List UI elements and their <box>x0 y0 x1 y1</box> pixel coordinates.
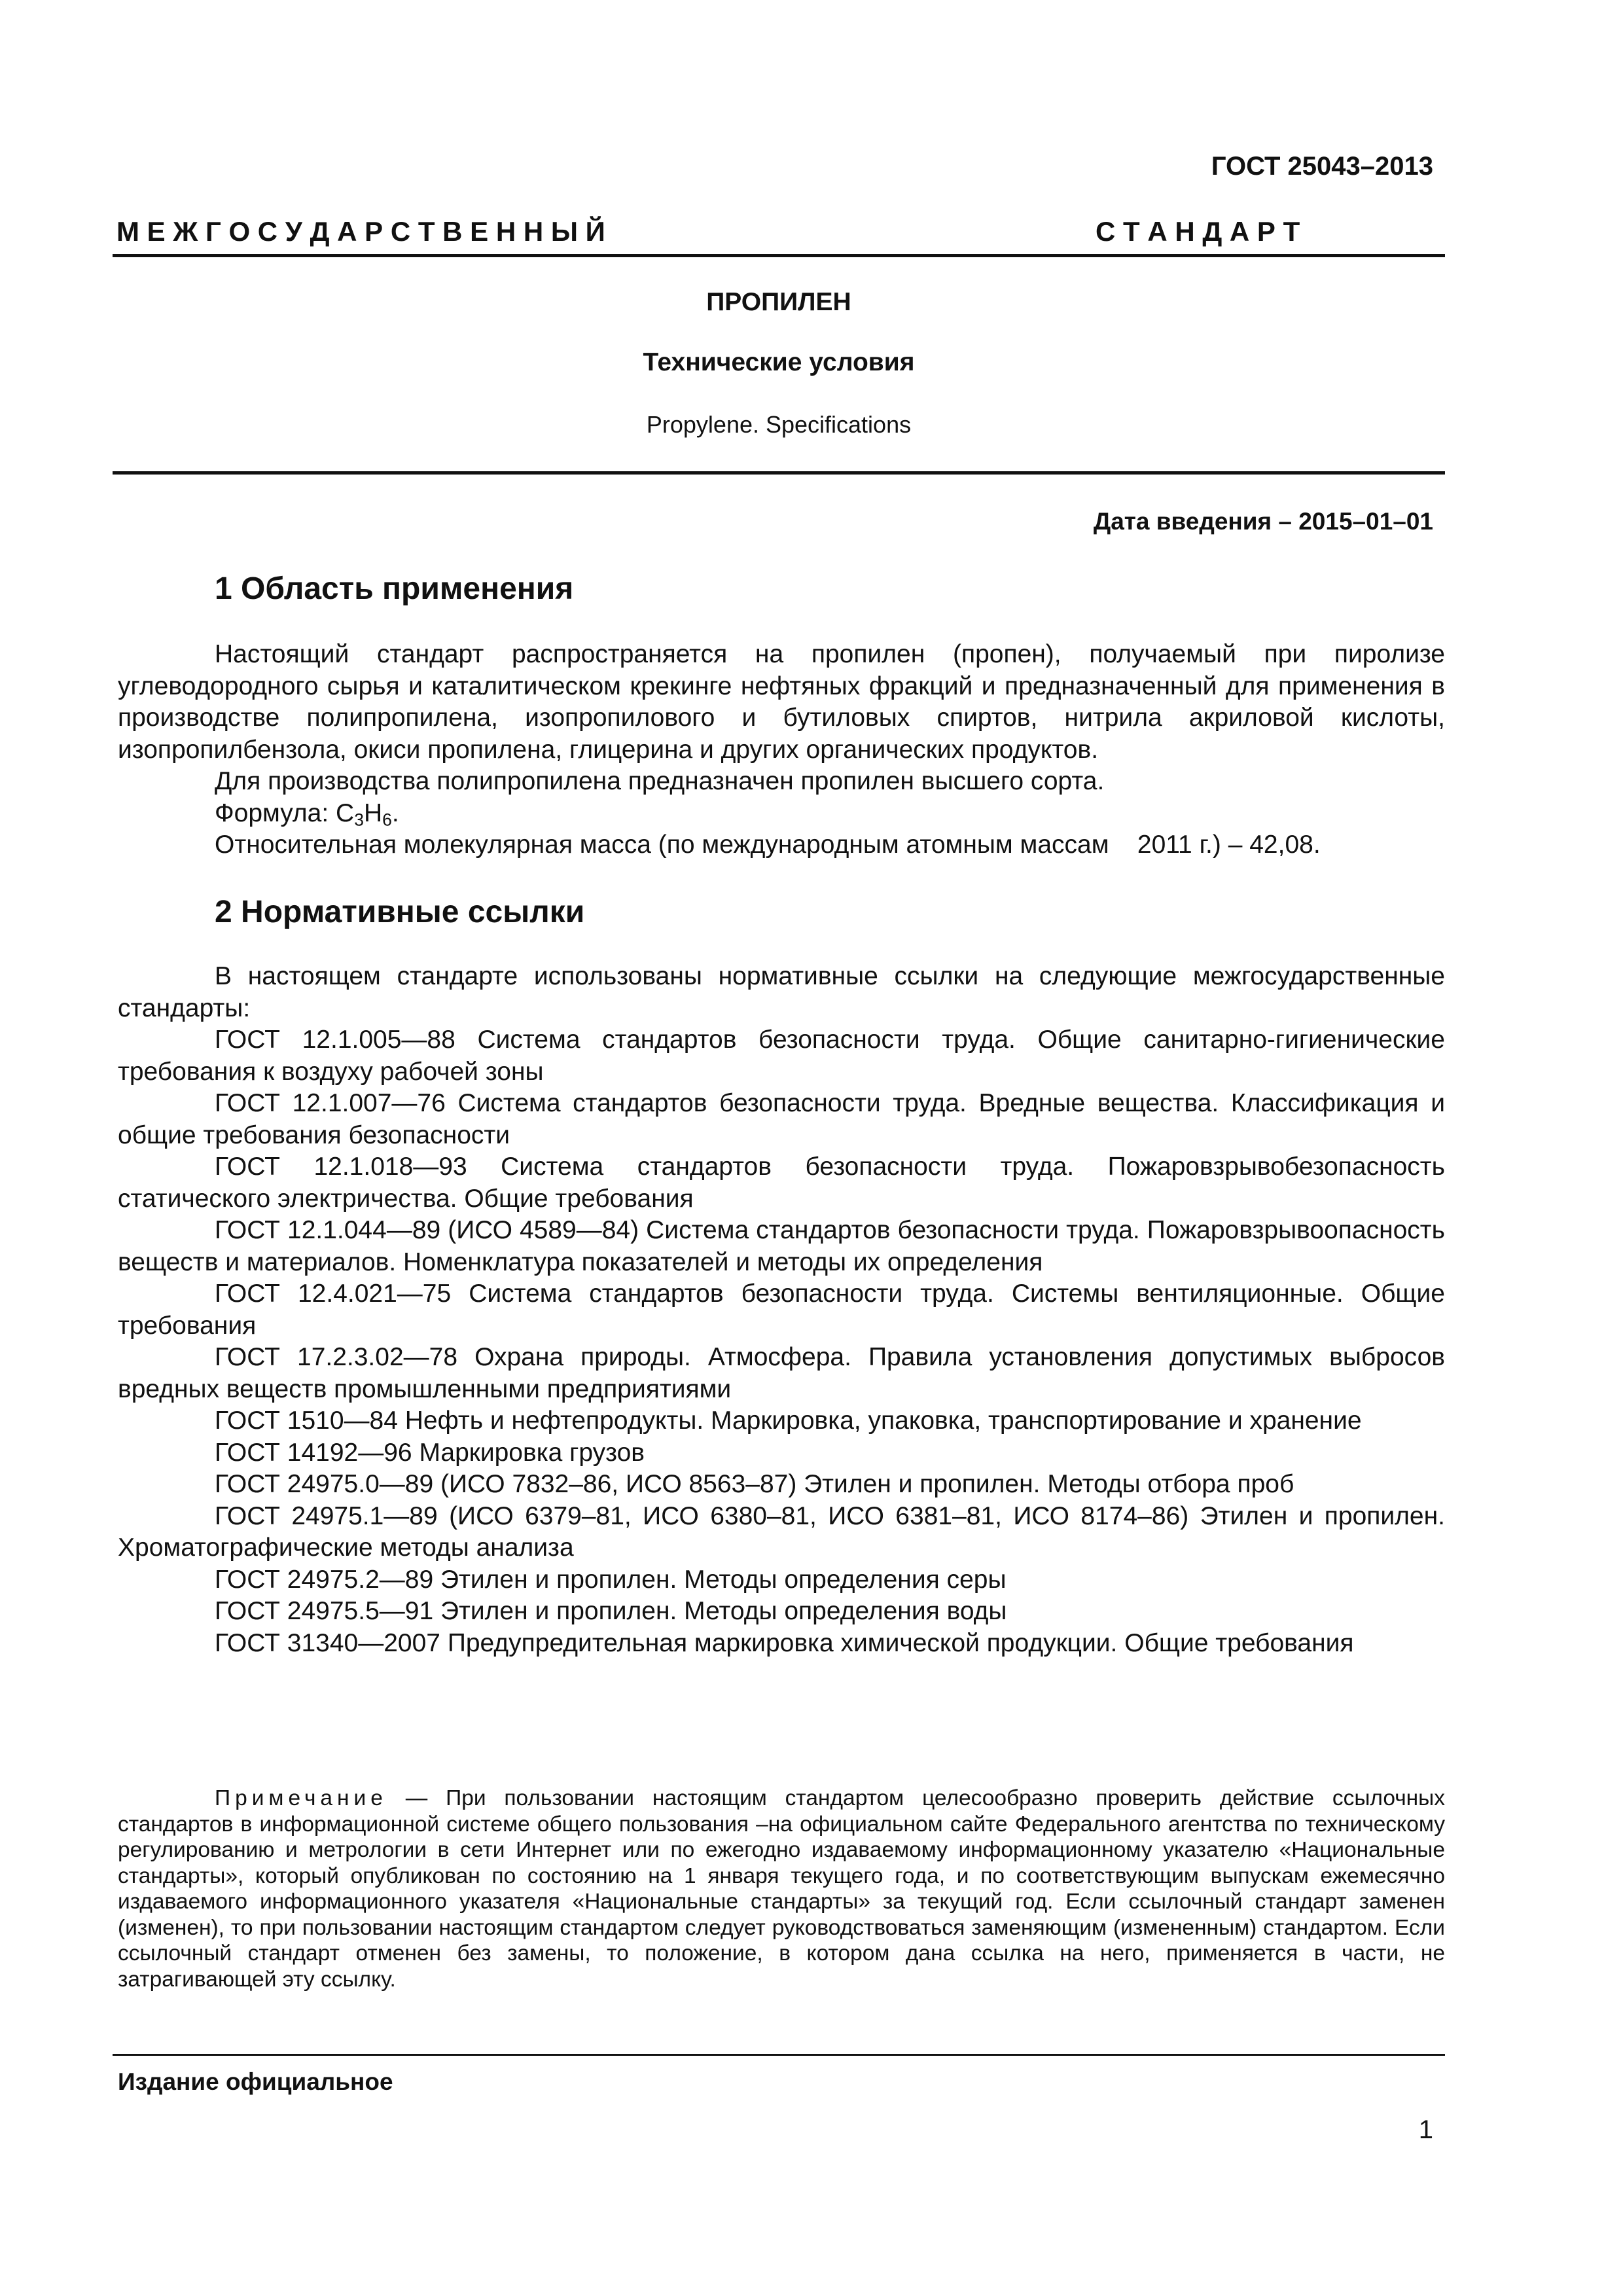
reference-item: ГОСТ 24975.1—89 (ИСО 6379–81, ИСО 6380–81, ИСО 6381–81, ИСО 8174–86) Этилен и пропилен. Хроматографические методы анализа <box>118 1501 1445 1562</box>
reference-item: ГОСТ 1510—84 Нефть и нефтепродукты. Маркировка, упаковка, транспортирование и хранение <box>215 1407 1362 1435</box>
molecular-mass-line: Относительная молекулярная масса (по международным атомным массам 2011 г.) – 42,08. <box>215 831 1321 859</box>
section-1-heading: 1 Область применения <box>215 571 574 606</box>
reference-item: ГОСТ 31340—2007 Предупредительная маркировка химической продукции. Общие требования <box>215 1628 1354 1657</box>
document-title: ПРОПИЛЕН <box>706 288 851 316</box>
formula-subscript: 6 <box>382 810 392 830</box>
top-rule <box>113 254 1445 257</box>
title-rule <box>113 471 1445 475</box>
section-2-body <box>118 961 1445 1659</box>
reference-item: ГОСТ 12.1.005—88 Система стандартов безопасности труда. Общие санитарно-гигиенические требования к воздуху рабочей зоны <box>118 1026 1445 1086</box>
document-title-english: Propylene. Specifications <box>646 411 912 438</box>
section-2-heading: 2 Нормативные ссылки <box>215 895 585 929</box>
section-1-paragraph: Для производства полипропилена предназначен пропилен высшего сорта. <box>215 767 1105 795</box>
section-1-paragraph: Настоящий стандарт распространяется на пропилен (пропен), получаемый при пиролизе углеводородного сырья и каталитическом крекинге нефтяных фракций и предназначенный для применения в производстве полипропилена, изопропилового и бутиловых спиртов, нитрила акриловой кислоты, изопропилбензола, окиси пропилена, глицерина и других органических продуктов. <box>118 640 1445 764</box>
standard-type-word-1: М Е Ж Г О С У Д А Р С Т В Е Н Н Ы Й <box>116 216 605 247</box>
standard-type-word-2: С Т А Н Д А Р Т <box>1096 216 1300 247</box>
reference-item: ГОСТ 12.1.044—89 (ИСО 4589—84) Система стандартов безопасности труда. Пожаровзрывоопасность веществ и материалов. Номенклатура показателей и методы их определения <box>118 1216 1445 1276</box>
document-subtitle: Технические условия <box>643 348 915 376</box>
reference-item: ГОСТ 24975.5—91 Этилен и пропилен. Методы определения воды <box>215 1597 1007 1625</box>
formula-label: Формула: С <box>215 798 355 827</box>
footer-rule <box>113 2054 1445 2056</box>
reference-item: ГОСТ 12.1.007—76 Система стандартов безопасности труда. Вредные вещества. Классификация и общие требования безопасности <box>118 1089 1445 1149</box>
formula-line <box>118 798 1445 830</box>
section-1-body <box>118 639 1445 861</box>
reference-item: ГОСТ 24975.2—89 Этилен и пропилен. Методы определения серы <box>215 1565 1007 1594</box>
page-number: 1 <box>1418 2115 1433 2144</box>
introduction-date: Дата введения – 2015–01–01 <box>1093 508 1433 535</box>
reference-item: ГОСТ 17.2.3.02—78 Охрана природы. Атмосфера. Правила установления допустимых выбросов вредных веществ промышленными предприятиями <box>118 1343 1445 1403</box>
reference-item: ГОСТ 12.4.021—75 Система стандартов безопасности труда. Системы вентиляционные. Общие требования <box>118 1280 1445 1340</box>
note-block <box>118 1785 1445 1992</box>
section-2-intro: В настоящем стандарте использованы нормативные ссылки на следующие межгосударственные стандарты: <box>118 962 1445 1022</box>
edition-label: Издание официальное <box>118 2068 393 2095</box>
note-paragraph <box>118 1785 1445 1992</box>
formula-element: Н <box>363 798 383 827</box>
note-label: Примечание <box>215 1786 387 1810</box>
reference-item: ГОСТ 12.1.018—93 Система стандартов безопасности труда. Пожаровзрывобезопасность статического электричества. Общие требования <box>118 1153 1445 1213</box>
standard-type-heading <box>116 216 1449 247</box>
document-number: ГОСТ 25043–2013 <box>1211 152 1433 181</box>
formula-subscript: 3 <box>354 810 364 830</box>
note-text: — При пользовании настоящим стандартом целесообразно проверить действие ссылочных стандартов в информационной системе общего пользования –на официальном сайте Федерального агентства по техническому регулированию и метрологии в сети Интернет или по ежегодно издаваемому информационному указателю «Национальные стандарты», который опубликован по состоянию на 1 января текущего года, и по соответствующим выпускам ежемесячно издаваемого информационного указателя «Национальные стандарты» за текущий год. Если ссылочный стандарт заменен (изменен), то при пользовании настоящим стандартом следует руководствоваться заменяющим (измененным) стандартом. Если ссылочный стандарт отменен без замены, то положение, в котором дана ссылка на него, применяется в части, не затрагивающей эту ссылку. <box>118 1786 1445 1992</box>
reference-item: ГОСТ 24975.0—89 (ИСО 7832–86, ИСО 8563–87) Этилен и пропилен. Методы отбора проб <box>215 1470 1294 1498</box>
reference-item: ГОСТ 14192—96 Маркировка грузов <box>215 1438 645 1467</box>
formula-end: . <box>391 798 399 827</box>
